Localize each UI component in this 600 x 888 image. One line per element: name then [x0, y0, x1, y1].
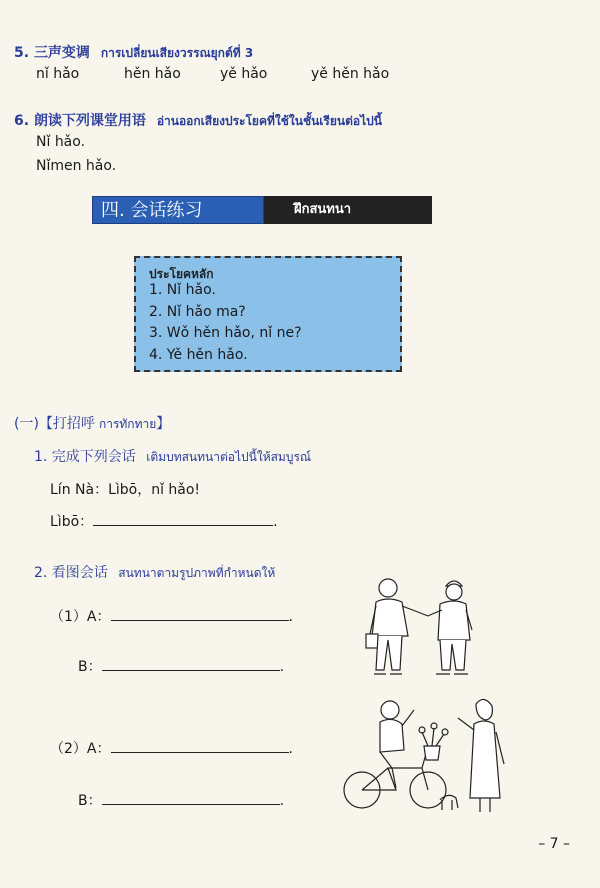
handshake-illustration	[362, 570, 492, 685]
exercise-5-title	[14, 42, 253, 63]
answer-blank[interactable]	[111, 606, 289, 621]
exercise-5-number: 5.	[14, 45, 30, 61]
exercise-6-number: 6.	[14, 113, 30, 129]
question-2-title-cn: 2. 看图会话	[34, 565, 108, 581]
banner-title-cn: 四. 会话练习	[92, 196, 264, 224]
exercise-5-title-th: การเปลี่ยนเสียงวรรณยุกต์ที่ 3	[100, 46, 254, 60]
exercise-6-title-cn: 朗读下列课堂用语	[33, 113, 146, 129]
dialogue-1-b	[78, 656, 284, 676]
pinyin-item: yě hǎo	[220, 66, 268, 82]
question-1-title	[34, 446, 311, 467]
period: .	[273, 514, 278, 530]
pinyin-item: hěn hǎo	[124, 66, 181, 82]
question-1-title-th: เติมบทสนทนาต่อไปนี้ให้สมบูรณ์	[146, 450, 312, 464]
question-2-title	[34, 562, 275, 583]
answer-blank[interactable]	[93, 511, 273, 526]
key-sentences-box	[134, 256, 402, 372]
dialogue-answer-line	[50, 511, 278, 531]
dialogue-line: Lín Nà：Lìbō，nǐ hǎo!	[50, 482, 201, 498]
pinyin-item: nǐ hǎo	[36, 66, 80, 82]
classroom-phrase: Nǐ hǎo.	[36, 134, 86, 150]
part-number: （1）	[50, 609, 87, 625]
speaker-b-label: B：	[78, 793, 102, 809]
section-greeting-bracket: 】	[156, 416, 171, 432]
dialogue-1-a	[50, 606, 293, 626]
speaker-a-label: A：	[86, 609, 111, 625]
answer-blank[interactable]	[111, 738, 289, 753]
part-number: （2）	[50, 741, 87, 757]
period: .	[288, 741, 293, 757]
speaker-a-label: A：	[86, 741, 111, 757]
dialogue-2-b	[78, 790, 284, 810]
exercise-6-title	[14, 110, 382, 131]
key-sentence: 1. Nǐ hǎo.	[149, 282, 216, 298]
key-sentence: 2. Nǐ hǎo ma?	[149, 304, 246, 320]
key-sentence: 3. Wǒ hěn hǎo, nǐ ne?	[149, 325, 302, 341]
period: .	[279, 793, 285, 809]
page-number: – 7 –	[538, 836, 570, 852]
period: .	[279, 659, 285, 675]
speaker-label: Lìbō：	[50, 514, 94, 530]
key-sentence: 4. Yě hěn hǎo.	[149, 347, 248, 363]
period: .	[288, 609, 293, 625]
exercise-6-title-th: อ่านออกเสียงประโยคที่ใช้ในชั้นเรียนต่อไปนี้	[156, 114, 382, 128]
section-greeting-label: (一)【打招呼	[14, 416, 95, 432]
answer-blank[interactable]	[102, 790, 280, 805]
section-greeting-th: การทักทาย	[98, 417, 157, 431]
dialogue-2-a	[50, 738, 293, 758]
section-banner	[92, 196, 432, 224]
section-greeting-title	[14, 413, 170, 434]
banner-title-th: ฝึกสนทนา	[264, 196, 432, 224]
speaker-b-label: B：	[78, 659, 102, 675]
exercise-5-title-cn: 三声变调	[33, 45, 90, 61]
classroom-phrase: Nǐmen hǎo.	[36, 158, 117, 174]
question-1-title-cn: 1. 完成下列会话	[34, 449, 136, 465]
bicycle-greeting-illustration	[330, 688, 510, 818]
answer-blank[interactable]	[102, 656, 280, 671]
pinyin-item: yě hěn hǎo	[311, 66, 390, 82]
question-2-title-th: สนทนาตามรูปภาพที่กำหนดให้	[118, 566, 276, 580]
key-sentences-title: ประโยคหลัก	[149, 267, 214, 281]
